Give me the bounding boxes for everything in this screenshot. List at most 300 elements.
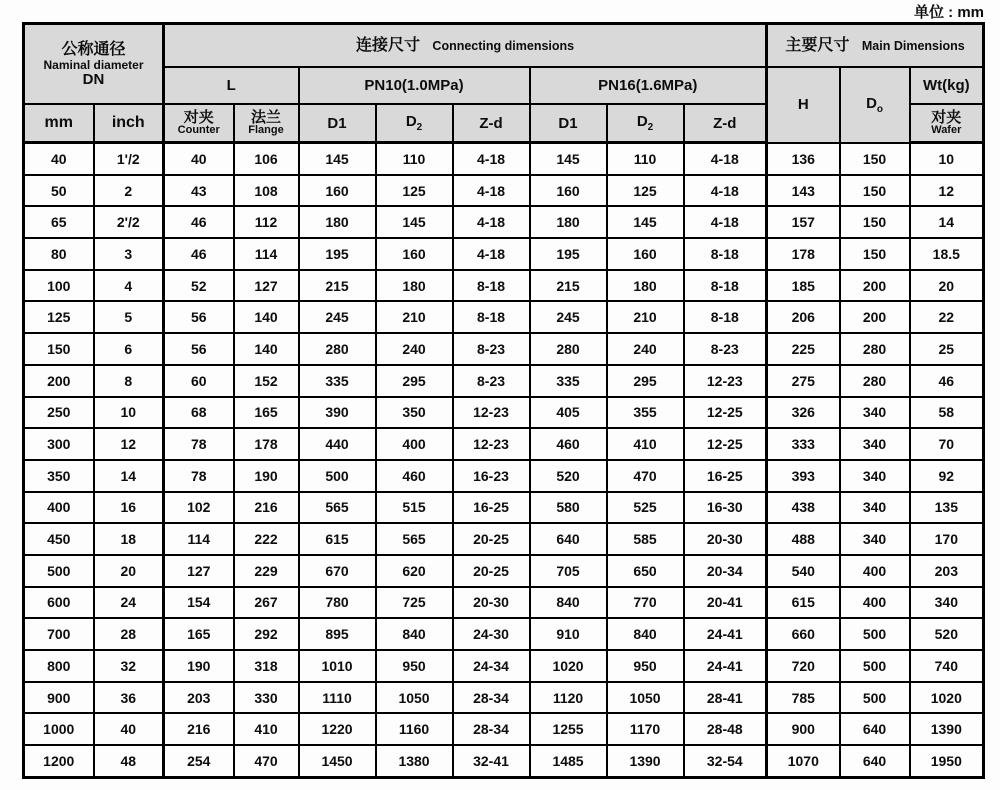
cell-l_counter: 165 [164, 618, 234, 650]
cell-pn10_zd: 8-18 [453, 301, 530, 333]
cell-pn10_d2: 125 [376, 175, 453, 207]
cell-pn10_d1: 245 [299, 301, 376, 333]
cell-pn16_zd: 8-23 [684, 333, 767, 365]
cell-pn16_d2: 770 [607, 587, 684, 619]
table-row [24, 460, 984, 492]
table-row [24, 492, 984, 524]
cell-l_counter: 43 [164, 175, 234, 207]
cell-dn_inch: 36 [94, 682, 164, 714]
table-row [24, 428, 984, 460]
table-row [24, 682, 984, 714]
cell-do: 500 [840, 650, 910, 682]
cell-l_flange: 267 [234, 587, 299, 619]
cell-pn10_d2: 350 [376, 397, 453, 429]
table-row [24, 618, 984, 650]
cell-dn_mm: 900 [24, 682, 94, 714]
cell-dn_mm: 125 [24, 301, 94, 333]
cell-l_flange: 318 [234, 650, 299, 682]
cell-pn10_zd: 12-23 [453, 397, 530, 429]
cell-wt_wafer: 18.5 [910, 238, 984, 270]
cell-do: 400 [840, 587, 910, 619]
cell-dn_mm: 100 [24, 270, 94, 302]
cell-dn_inch: 3 [94, 238, 164, 270]
cell-l_flange: 140 [234, 301, 299, 333]
cell-do: 280 [840, 333, 910, 365]
cell-do: 150 [840, 143, 910, 175]
cell-pn10_d1: 615 [299, 523, 376, 555]
cell-l_flange: 108 [234, 175, 299, 207]
connecting-cn: 连接尺寸 [355, 36, 420, 54]
cell-dn_inch: 5 [94, 301, 164, 333]
cell-pn10_d2: 400 [376, 428, 453, 460]
cell-l_flange: 165 [234, 397, 299, 429]
cell-pn16_d2: 585 [607, 523, 684, 555]
cell-pn10_zd: 4-18 [453, 175, 530, 207]
cell-l_counter: 78 [164, 460, 234, 492]
flange-en: Flange [248, 124, 284, 136]
cell-l_counter: 203 [164, 682, 234, 714]
cell-l_counter: 216 [164, 713, 234, 745]
table-row [24, 587, 984, 619]
cell-pn16_d1: 195 [530, 238, 607, 270]
cell-pn16_d2: 240 [607, 333, 684, 365]
cell-pn16_zd: 12-25 [684, 397, 767, 429]
cell-l_flange: 292 [234, 618, 299, 650]
cell-pn16_d2: 145 [607, 206, 684, 238]
cell-h: 275 [767, 365, 840, 397]
cell-l_counter: 52 [164, 270, 234, 302]
header-inch: inch [94, 104, 164, 143]
cell-pn16_zd: 12-25 [684, 428, 767, 460]
cell-h: 720 [767, 650, 840, 682]
cell-l_counter: 78 [164, 428, 234, 460]
main-dimensions-en: Main Dimensions [861, 38, 965, 53]
cell-pn10_zd: 32-41 [453, 745, 530, 777]
cell-do: 280 [840, 365, 910, 397]
cell-l_flange: 216 [234, 492, 299, 524]
cell-h: 143 [767, 175, 840, 207]
cell-h: 225 [767, 333, 840, 365]
cell-pn16_d2: 1170 [607, 713, 684, 745]
cell-dn_mm: 1200 [24, 745, 94, 777]
cell-dn_mm: 65 [24, 206, 94, 238]
cell-pn16_d2: 355 [607, 397, 684, 429]
header-L: L [164, 67, 299, 104]
cell-pn16_d1: 280 [530, 333, 607, 365]
cell-dn_mm: 40 [24, 143, 94, 175]
cell-pn10_d1: 780 [299, 587, 376, 619]
cell-pn10_d1: 280 [299, 333, 376, 365]
cell-pn10_d2: 725 [376, 587, 453, 619]
cell-dn_inch: 18 [94, 523, 164, 555]
header-pn16: PN16(1.6MPa) [530, 67, 767, 104]
cell-dn_mm: 300 [24, 428, 94, 460]
cell-wt_wafer: 135 [910, 492, 984, 524]
cell-pn10_d1: 145 [299, 143, 376, 175]
cell-pn16_d1: 520 [530, 460, 607, 492]
cell-l_flange: 229 [234, 555, 299, 587]
header-pn10-zd: Z-d [453, 104, 530, 143]
cell-pn10_d1: 500 [299, 460, 376, 492]
cell-pn10_d1: 1220 [299, 713, 376, 745]
cell-pn10_d2: 160 [376, 238, 453, 270]
cell-l_counter: 154 [164, 587, 234, 619]
counter-cn: 对夹 [183, 109, 214, 126]
table-row [24, 555, 984, 587]
table-row [24, 745, 984, 777]
cell-l_flange: 330 [234, 682, 299, 714]
cell-dn_mm: 400 [24, 492, 94, 524]
header-wafer [910, 104, 984, 143]
cell-wt_wafer: 1020 [910, 682, 984, 714]
cell-pn16_d1: 1255 [530, 713, 607, 745]
cell-wt_wafer: 170 [910, 523, 984, 555]
table-body [24, 143, 984, 778]
cell-l_flange: 106 [234, 143, 299, 175]
cell-pn16_d1: 1020 [530, 650, 607, 682]
cell-pn10_d2: 460 [376, 460, 453, 492]
cell-pn10_zd: 20-25 [453, 555, 530, 587]
cell-pn10_d1: 895 [299, 618, 376, 650]
cell-pn10_d2: 180 [376, 270, 453, 302]
cell-wt_wafer: 10 [910, 143, 984, 175]
cell-l_counter: 190 [164, 650, 234, 682]
cell-pn16_d1: 580 [530, 492, 607, 524]
cell-pn16_d1: 145 [530, 143, 607, 175]
cell-pn16_zd: 20-34 [684, 555, 767, 587]
cell-pn16_zd: 12-23 [684, 365, 767, 397]
header-wt: Wt(kg) [910, 67, 984, 104]
cell-pn10_zd: 4-18 [453, 238, 530, 270]
cell-pn10_d2: 620 [376, 555, 453, 587]
cell-wt_wafer: 92 [910, 460, 984, 492]
cell-pn10_d2: 1160 [376, 713, 453, 745]
table-row [24, 333, 984, 365]
cell-pn10_d1: 335 [299, 365, 376, 397]
cell-h: 660 [767, 618, 840, 650]
cell-pn16_zd: 24-41 [684, 618, 767, 650]
cell-l_counter: 60 [164, 365, 234, 397]
cell-pn16_zd: 28-41 [684, 682, 767, 714]
cell-wt_wafer: 25 [910, 333, 984, 365]
cell-l_flange: 470 [234, 745, 299, 777]
cell-pn10_d2: 240 [376, 333, 453, 365]
cell-pn10_zd: 12-23 [453, 428, 530, 460]
cell-dn_inch: 12 [94, 428, 164, 460]
cell-pn16_d1: 640 [530, 523, 607, 555]
cell-do: 200 [840, 270, 910, 302]
cell-do: 150 [840, 175, 910, 207]
cell-do: 340 [840, 492, 910, 524]
cell-do: 200 [840, 301, 910, 333]
cell-l_counter: 56 [164, 301, 234, 333]
cell-pn10_d2: 1050 [376, 682, 453, 714]
header-pn16-d2: $D_2$ [607, 104, 684, 143]
cell-pn10_zd: 24-30 [453, 618, 530, 650]
cell-dn_mm: 150 [24, 333, 94, 365]
cell-pn16_d2: 410 [607, 428, 684, 460]
cell-pn16_zd: 8-18 [684, 301, 767, 333]
cell-pn16_d1: 245 [530, 301, 607, 333]
cell-pn16_d1: 405 [530, 397, 607, 429]
table-row [24, 270, 984, 302]
cell-l_counter: 56 [164, 333, 234, 365]
cell-dn_inch: 32 [94, 650, 164, 682]
cell-pn16_zd: 4-18 [684, 206, 767, 238]
cell-pn10_zd: 8-18 [453, 270, 530, 302]
cell-do: 400 [840, 555, 910, 587]
cell-dn_inch: 14 [94, 460, 164, 492]
cell-dn_inch: 2 [94, 175, 164, 207]
cell-dn_inch: 8 [94, 365, 164, 397]
cell-pn16_d1: 215 [530, 270, 607, 302]
header-mm: mm [24, 104, 94, 143]
cell-pn10_d2: 950 [376, 650, 453, 682]
cell-dn_mm: 200 [24, 365, 94, 397]
cell-wt_wafer: 20 [910, 270, 984, 302]
cell-pn10_zd: 4-18 [453, 143, 530, 175]
header-pn10-d1: D1 [299, 104, 376, 143]
cell-pn10_d2: 515 [376, 492, 453, 524]
cell-pn16_zd: 8-18 [684, 238, 767, 270]
cell-l_counter: 40 [164, 143, 234, 175]
cell-dn_inch: 20 [94, 555, 164, 587]
cell-pn10_d1: 390 [299, 397, 376, 429]
cell-pn16_d2: 950 [607, 650, 684, 682]
cell-h: 540 [767, 555, 840, 587]
cell-h: 393 [767, 460, 840, 492]
cell-pn16_zd: 24-41 [684, 650, 767, 682]
cell-l_flange: 112 [234, 206, 299, 238]
cell-do: 340 [840, 428, 910, 460]
cell-do: 640 [840, 745, 910, 777]
table-row [24, 523, 984, 555]
cell-dn_mm: 80 [24, 238, 94, 270]
header-flange [234, 104, 299, 143]
cell-pn16_zd: 4-18 [684, 143, 767, 175]
cell-dn_inch: 28 [94, 618, 164, 650]
dimension-table [22, 22, 985, 779]
nominal-diameter-cn: 公称通径 [61, 40, 126, 58]
cell-h: 157 [767, 206, 840, 238]
cell-l_counter: 46 [164, 206, 234, 238]
cell-do: 150 [840, 206, 910, 238]
cell-dn_inch: 48 [94, 745, 164, 777]
cell-l_flange: 152 [234, 365, 299, 397]
cell-dn_inch: 10 [94, 397, 164, 429]
cell-pn16_d1: 1120 [530, 682, 607, 714]
cell-wt_wafer: 22 [910, 301, 984, 333]
cell-pn16_d2: 650 [607, 555, 684, 587]
cell-pn16_zd: 4-18 [684, 175, 767, 207]
cell-h: 1070 [767, 745, 840, 777]
table-row [24, 143, 984, 175]
cell-pn10_zd: 8-23 [453, 333, 530, 365]
cell-pn10_zd: 20-25 [453, 523, 530, 555]
cell-l_counter: 114 [164, 523, 234, 555]
cell-dn_mm: 500 [24, 555, 94, 587]
nominal-diameter-code: DN [82, 70, 105, 88]
cell-pn16_zd: 28-48 [684, 713, 767, 745]
cell-pn10_zd: 28-34 [453, 682, 530, 714]
cell-dn_mm: 350 [24, 460, 94, 492]
cell-h: 438 [767, 492, 840, 524]
cell-pn10_d2: 840 [376, 618, 453, 650]
cell-pn16_d1: 840 [530, 587, 607, 619]
cell-dn_inch: 4 [94, 270, 164, 302]
unit-label: 单位 : mm [913, 4, 984, 21]
cell-do: 150 [840, 238, 910, 270]
cell-dn_mm: 1000 [24, 713, 94, 745]
cell-wt_wafer: 1950 [910, 745, 984, 777]
cell-wt_wafer: 740 [910, 650, 984, 682]
header-pn16-zd: Z-d [684, 104, 767, 143]
cell-pn10_d1: 215 [299, 270, 376, 302]
header-nominal-diameter [24, 24, 164, 105]
cell-wt_wafer: 203 [910, 555, 984, 587]
cell-dn_mm: 450 [24, 523, 94, 555]
cell-h: 185 [767, 270, 840, 302]
cell-pn10_zd: 8-23 [453, 365, 530, 397]
cell-l_flange: 178 [234, 428, 299, 460]
header-pn10: PN10(1.0MPa) [299, 67, 530, 104]
cell-pn16_d1: 460 [530, 428, 607, 460]
table-row [24, 397, 984, 429]
cell-dn_mm: 50 [24, 175, 94, 207]
cell-pn16_d2: 160 [607, 238, 684, 270]
cell-h: 615 [767, 587, 840, 619]
table-row [24, 650, 984, 682]
cell-pn16_d2: 470 [607, 460, 684, 492]
wafer-en: Wafer [931, 124, 962, 136]
wafer-cn: 对夹 [931, 109, 962, 126]
cell-pn10_d2: 1380 [376, 745, 453, 777]
cell-wt_wafer: 14 [910, 206, 984, 238]
cell-pn16_d1: 910 [530, 618, 607, 650]
cell-dn_inch: 1'/2 [94, 143, 164, 175]
cell-do: 640 [840, 713, 910, 745]
cell-h: 206 [767, 301, 840, 333]
cell-do: 340 [840, 523, 910, 555]
cell-pn16_d2: 525 [607, 492, 684, 524]
cell-l_flange: 222 [234, 523, 299, 555]
cell-l_counter: 127 [164, 555, 234, 587]
cell-dn_inch: 24 [94, 587, 164, 619]
cell-wt_wafer: 340 [910, 587, 984, 619]
cell-l_counter: 68 [164, 397, 234, 429]
cell-pn16_d2: 180 [607, 270, 684, 302]
cell-pn10_d1: 1110 [299, 682, 376, 714]
cell-l_flange: 114 [234, 238, 299, 270]
cell-wt_wafer: 520 [910, 618, 984, 650]
cell-wt_wafer: 70 [910, 428, 984, 460]
cell-h: 136 [767, 143, 840, 175]
table-row [24, 238, 984, 270]
cell-h: 326 [767, 397, 840, 429]
cell-pn16_d1: 160 [530, 175, 607, 207]
cell-pn10_d1: 1010 [299, 650, 376, 682]
cell-do: 340 [840, 460, 910, 492]
cell-pn16_d1: 180 [530, 206, 607, 238]
cell-l_flange: 190 [234, 460, 299, 492]
cell-l_counter: 102 [164, 492, 234, 524]
cell-pn10_zd: 24-34 [453, 650, 530, 682]
cell-pn10_d1: 160 [299, 175, 376, 207]
cell-dn_mm: 700 [24, 618, 94, 650]
counter-en: Counter [177, 124, 220, 136]
cell-pn16_zd: 32-54 [684, 745, 767, 777]
header-H: H [767, 67, 840, 143]
cell-pn10_zd: 16-23 [453, 460, 530, 492]
cell-pn16_d2: 295 [607, 365, 684, 397]
table-row [24, 365, 984, 397]
cell-pn10_zd: 28-34 [453, 713, 530, 745]
cell-do: 500 [840, 618, 910, 650]
cell-pn16_d2: 110 [607, 143, 684, 175]
header-pn16-d1: D1 [530, 104, 607, 143]
cell-pn16_d2: 1050 [607, 682, 684, 714]
cell-pn16_zd: 16-25 [684, 460, 767, 492]
cell-do: 340 [840, 397, 910, 429]
table-row [24, 713, 984, 745]
cell-pn10_zd: 16-25 [453, 492, 530, 524]
header-connecting-dimensions [164, 24, 767, 68]
cell-pn16_d1: 335 [530, 365, 607, 397]
cell-h: 488 [767, 523, 840, 555]
cell-l_flange: 140 [234, 333, 299, 365]
header-pn10-d2: $D_2$ [376, 104, 453, 143]
header-main-dimensions [767, 24, 984, 68]
cell-dn_inch: 6 [94, 333, 164, 365]
cell-pn16_d1: 705 [530, 555, 607, 587]
header-Do: $D_o$ [840, 67, 910, 143]
cell-wt_wafer: 1390 [910, 713, 984, 745]
cell-h: 785 [767, 682, 840, 714]
cell-pn10_d1: 440 [299, 428, 376, 460]
header-counter [164, 104, 234, 143]
cell-pn16_d2: 210 [607, 301, 684, 333]
cell-l_counter: 46 [164, 238, 234, 270]
cell-pn10_d1: 1450 [299, 745, 376, 777]
cell-pn10_zd: 4-18 [453, 206, 530, 238]
cell-dn_inch: 40 [94, 713, 164, 745]
cell-pn16_d2: 1390 [607, 745, 684, 777]
cell-dn_mm: 600 [24, 587, 94, 619]
cell-dn_mm: 250 [24, 397, 94, 429]
flange-cn: 法兰 [251, 109, 282, 126]
cell-pn16_d2: 840 [607, 618, 684, 650]
cell-pn16_zd: 16-30 [684, 492, 767, 524]
cell-pn16_d2: 125 [607, 175, 684, 207]
cell-pn16_zd: 20-30 [684, 523, 767, 555]
main-dimensions-cn: 主要尺寸 [785, 36, 850, 54]
cell-pn10_d2: 295 [376, 365, 453, 397]
table-row [24, 301, 984, 333]
cell-dn_inch: 16 [94, 492, 164, 524]
cell-wt_wafer: 46 [910, 365, 984, 397]
cell-h: 333 [767, 428, 840, 460]
cell-pn16_zd: 8-18 [684, 270, 767, 302]
cell-pn10_d1: 195 [299, 238, 376, 270]
table-row [24, 175, 984, 207]
cell-l_flange: 127 [234, 270, 299, 302]
cell-pn10_d1: 180 [299, 206, 376, 238]
cell-h: 178 [767, 238, 840, 270]
cell-pn10_zd: 20-30 [453, 587, 530, 619]
cell-pn16_zd: 20-41 [684, 587, 767, 619]
cell-pn10_d1: 565 [299, 492, 376, 524]
cell-do: 500 [840, 682, 910, 714]
